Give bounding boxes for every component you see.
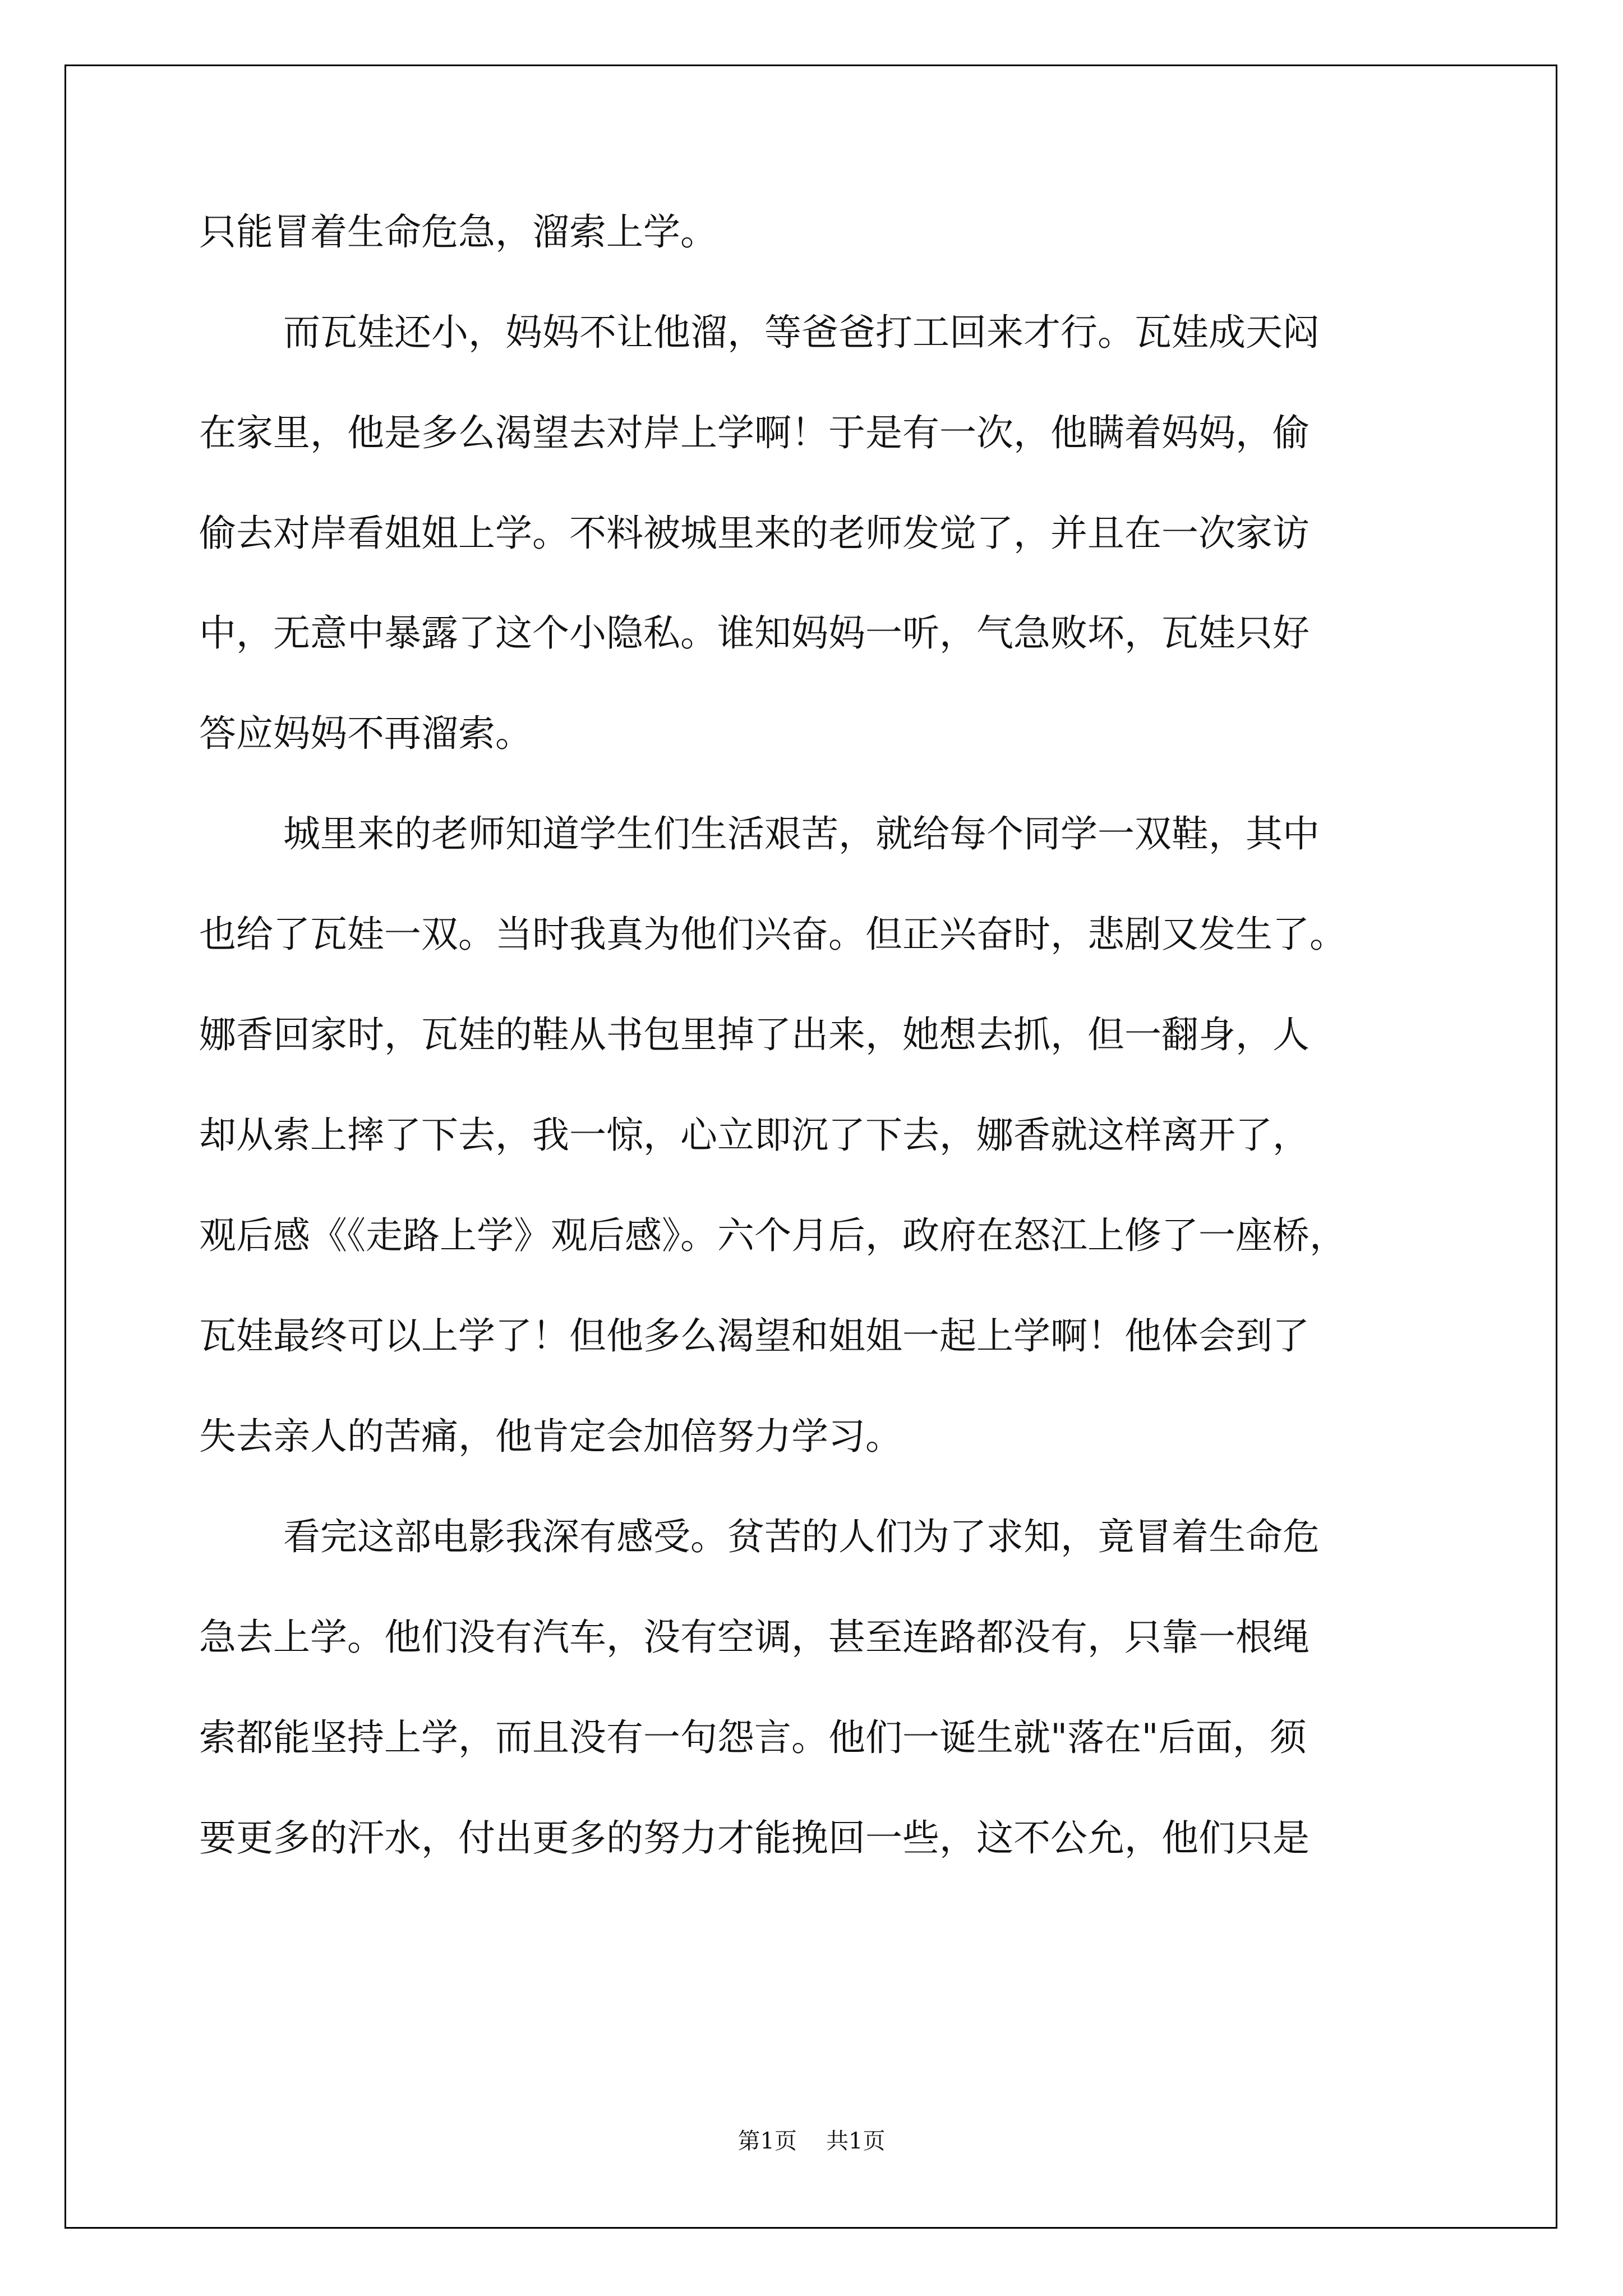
text-line-17: 要更多的汗水，付出更多的努力才能挽回一些，这不公允，他们只是: [199, 1816, 1310, 1860]
text-line-15: 急去上学。他们没有汽车，没有空调，甚至连路都没有，只靠一根绳: [199, 1616, 1310, 1659]
page-footer: [0, 2127, 1623, 2155]
text-line-3: 在家里，他是多么渴望去对岸上学啊！于是有一次，他瞒着妈妈，偷: [199, 411, 1310, 454]
text-line-4: 偷去对岸看姐姐上学。不料被城里来的老师发觉了，并且在一次家访: [199, 512, 1310, 555]
text-line-9: 娜香回家时，瓦娃的鞋从书包里掉了出来，她想去抓，但一翻身，人: [199, 1013, 1310, 1056]
text-line-10: 却从索上摔了下去，我一惊，心立即沉了下去，娜香就这样离开了，: [199, 1114, 1310, 1157]
text-line-1: 只能冒着生命危急，溜索上学。: [199, 210, 717, 254]
text-line-2: 而瓦娃还小，妈妈不让他溜，等爸爸打工回来才行。瓦娃成天闷: [283, 311, 1320, 354]
text-line-8: 也给了瓦娃一双。当时我真为他们兴奋。但正兴奋时，悲剧又发生了。: [199, 913, 1347, 956]
text-line-14: 看完这部电影我深有感受。贫苦的人们为了求知，竟冒着生命危: [283, 1515, 1320, 1558]
page-number-current: 第1页: [737, 2128, 797, 2154]
text-line-6: 答应妈妈不再溜索。: [199, 712, 532, 755]
text-line-12: 瓦娃最终可以上学了！但他多么渴望和姐姐一起上学啊！他体会到了: [199, 1314, 1310, 1358]
page-number-total: 共1页: [826, 2128, 886, 2154]
text-line-16: 索都能坚持上学，而且没有一句怨言。他们一诞生就"落在"后面，须: [199, 1716, 1307, 1759]
text-line-7: 城里来的老师知道学生们生活艰苦，就给每个同学一双鞋，其中: [283, 812, 1320, 855]
text-line-13: 失去亲人的苦痛，他肯定会加倍努力学习。: [199, 1415, 902, 1458]
text-line-11: 观后感《《走路上学》观后感》。六个月后，政府在怒江上修了一座桥，: [199, 1214, 1347, 1257]
text-line-5: 中，无意中暴露了这个小隐私。谁知妈妈一听，气急败坏，瓦娃只好: [199, 611, 1310, 655]
